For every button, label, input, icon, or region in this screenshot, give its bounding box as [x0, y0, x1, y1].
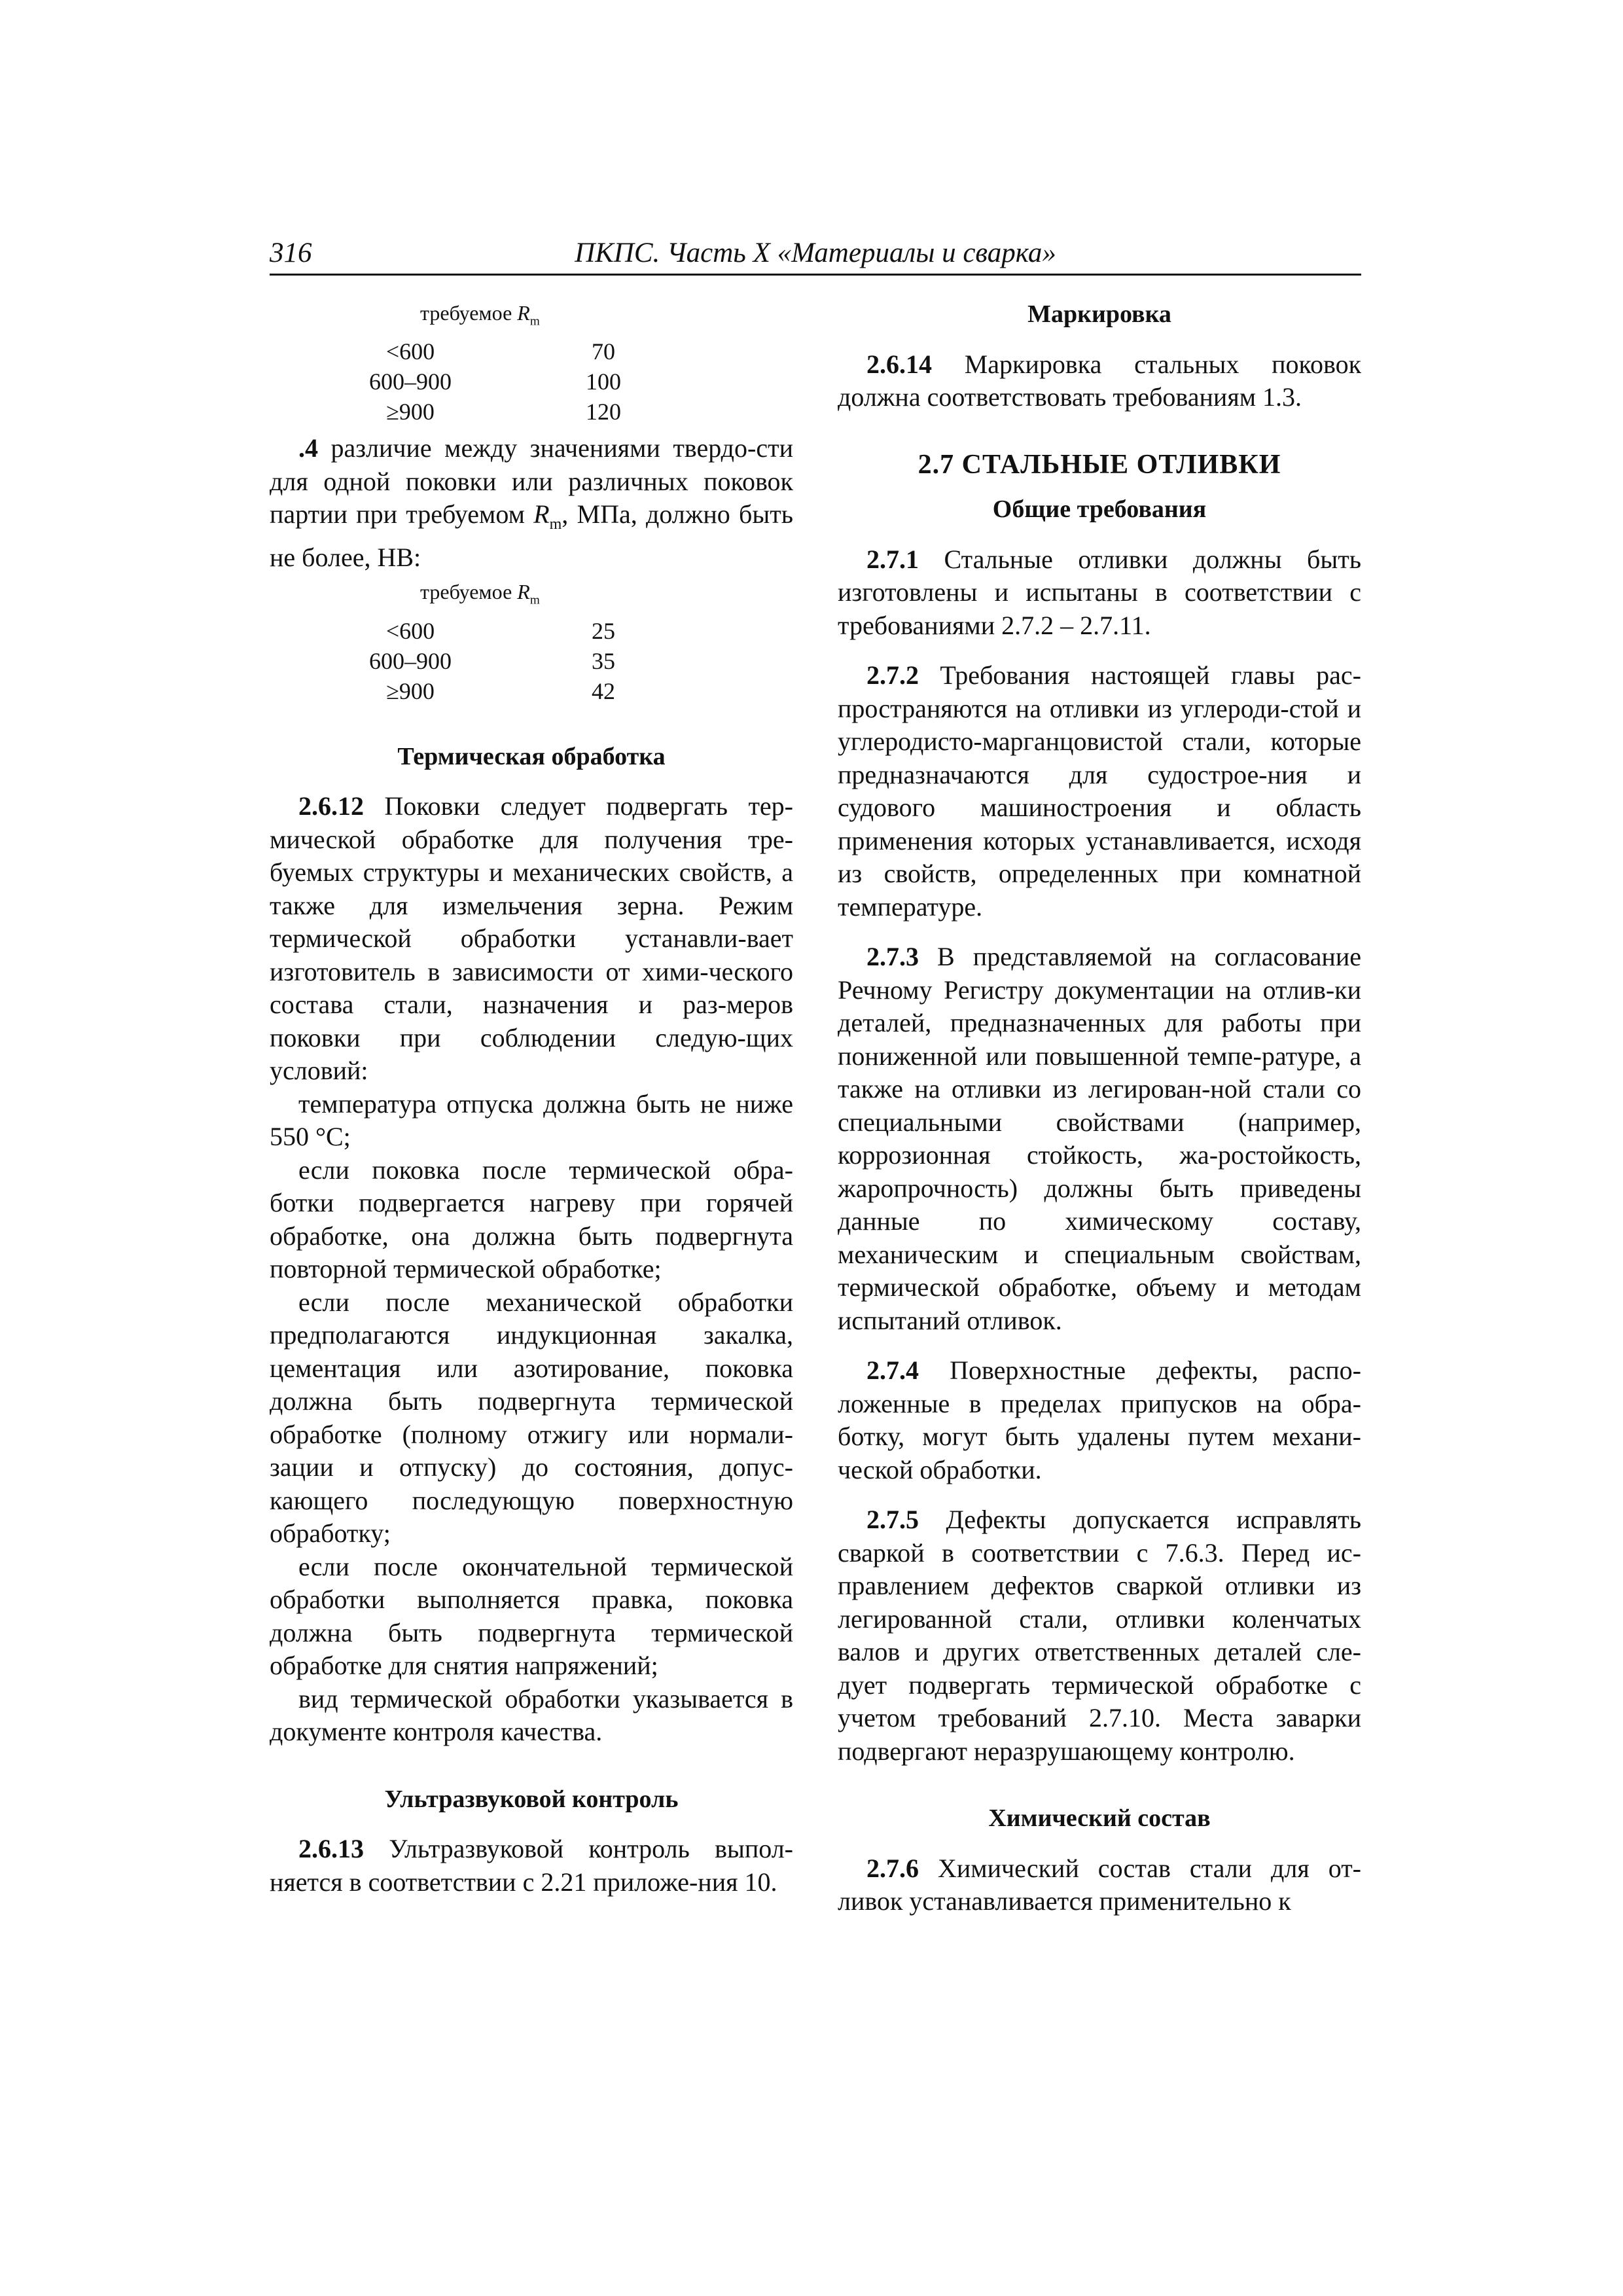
- hardness-table-1: [270, 298, 793, 427]
- left-column: [270, 298, 793, 1899]
- heading-marking: Маркировка: [1027, 300, 1171, 328]
- item-4-paragraph: .4 различие между значениями твердо-сти для одной поковки или различных поковок партии при требуемом $R_m$, МПа, должно быть не более, НВ:: [270, 433, 793, 572]
- table-row: ≥900 42: [386, 677, 615, 704]
- paragraph-2-7-3: 2.7.3 В представляемой на согласование Речному Регистру документации на отлив-ки деталей, предназначенных для работы при пониженной или повышенной темпе-ратуре, а также на отливки из легирован-ной стали со специальными свойствами (например, коррозионная стойкость, жа-ростойкость, жаропрочность) должны быть приведены данные по химическому составу, механическим и специальным свойствам, термической обработке, объему и методам испытаний отливок.: [838, 942, 1361, 1335]
- table-row: 600–900 35: [369, 647, 615, 674]
- right-column: [838, 298, 1361, 1918]
- condition-2: если поковка после термической обра-ботки подвергается нагреву при горячей обработке, она должна быть подвергнута повторной термической обработке;: [270, 1155, 793, 1284]
- heading-ultrasonic: Ультразвуковой контроль: [384, 1785, 679, 1813]
- table-caption: требуемое $R_m$: [420, 301, 540, 329]
- table-row: ≥900 120: [386, 399, 621, 425]
- heading-general-requirements: Общие требования: [992, 495, 1207, 523]
- heading-chemical-composition: Химический состав: [988, 1804, 1211, 1832]
- table-caption: требуемое $R_m$: [420, 580, 540, 607]
- page-number: 316: [270, 238, 312, 268]
- paragraph-2-6-14: 2.6.14 Маркировка стальных поковок должна соответствовать требованиям 1.3.: [838, 349, 1361, 412]
- condition-3: если после механической обработки предполагаются индукционная закалка, цементация или азотирование, поковка должна быть подвергнута термической обработке (полному отжигу или нормали-зации и отпуску) до состояния, допус-кающего последующую поверхностную обработку;: [270, 1287, 793, 1549]
- condition-5: вид термической обработки указывается в документе контроля качества.: [270, 1683, 793, 1747]
- paragraph-2-7-1: 2.7.1 Стальные отливки должны быть изготовлены и испытаны в соответствии с требованиями 2.7.2 – 2.7.11.: [838, 544, 1361, 640]
- condition-1: температура отпуска должна быть не ниже 550 °С;: [270, 1088, 793, 1152]
- heading-heat-treatment: Термическая обработка: [397, 742, 666, 770]
- paragraph-2-6-13: 2.6.13 Ультразвуковой контроль выпол-няется в соответствии с 2.21 приложе-ния 10.: [270, 1834, 793, 1897]
- condition-4: если после окончательной термической обработки выполняется правка, поковка должна быть подвергнута термической обработке для снятия напряжений;: [270, 1551, 793, 1681]
- paragraph-2-7-6: 2.7.6 Химический состав стали для от-ливок устанавливается применительно к: [838, 1853, 1361, 1916]
- section-title: 2.7 СТАЛЬНЫЕ ОТЛИВКИ: [918, 449, 1281, 480]
- paragraph-2-6-12: 2.6.12 Поковки следует подвергать тер-мической обработке для получения тре-буемых структуры и механических свойств, а также для измельчения зерна. Режим термической обработки устанавли-вает изготовитель в зависимости от хими-ческого состава стали, назначения и раз-меров поковки при соблюдении следую-щих условий:: [270, 791, 793, 1086]
- paragraph-2-7-2: 2.7.2 Требования настоящей главы рас-пространяются на отливки из углероди-стой и углеродисто-марганцовистой стали, которые предназначаются для судострое-ния и судового машиностроения и область применения которых устанавливается, исходя из свойств, определенных при комнатной температуре.: [838, 660, 1361, 922]
- running-title: ПКПС. Часть X «Материалы и сварка»: [575, 238, 1056, 268]
- paragraph-2-7-5: 2.7.5 Дефекты допускается исправлять сваркой в соответствии с 7.6.3. Перед ис-правлением дефектов сваркой отливки из легированной стали, отливки коленчатых валов и других ответственных деталей сле-дует подвергать термической обработке с учетом требований 2.7.10. Места заварки подвергают неразрушающему контролю.: [838, 1505, 1361, 1766]
- table-row: <600 70: [385, 338, 615, 365]
- running-header: [270, 237, 1361, 276]
- hardness-table-2: [270, 577, 793, 706]
- table-row: 600–900 100: [369, 368, 621, 395]
- table-row: <600 25: [385, 617, 615, 644]
- paragraph-2-7-4: 2.7.4 Поверхностные дефекты, распо-ложенные в пределах припусков на обра-ботку, могут быть удалены путем механи-ческой обработки.: [838, 1355, 1361, 1484]
